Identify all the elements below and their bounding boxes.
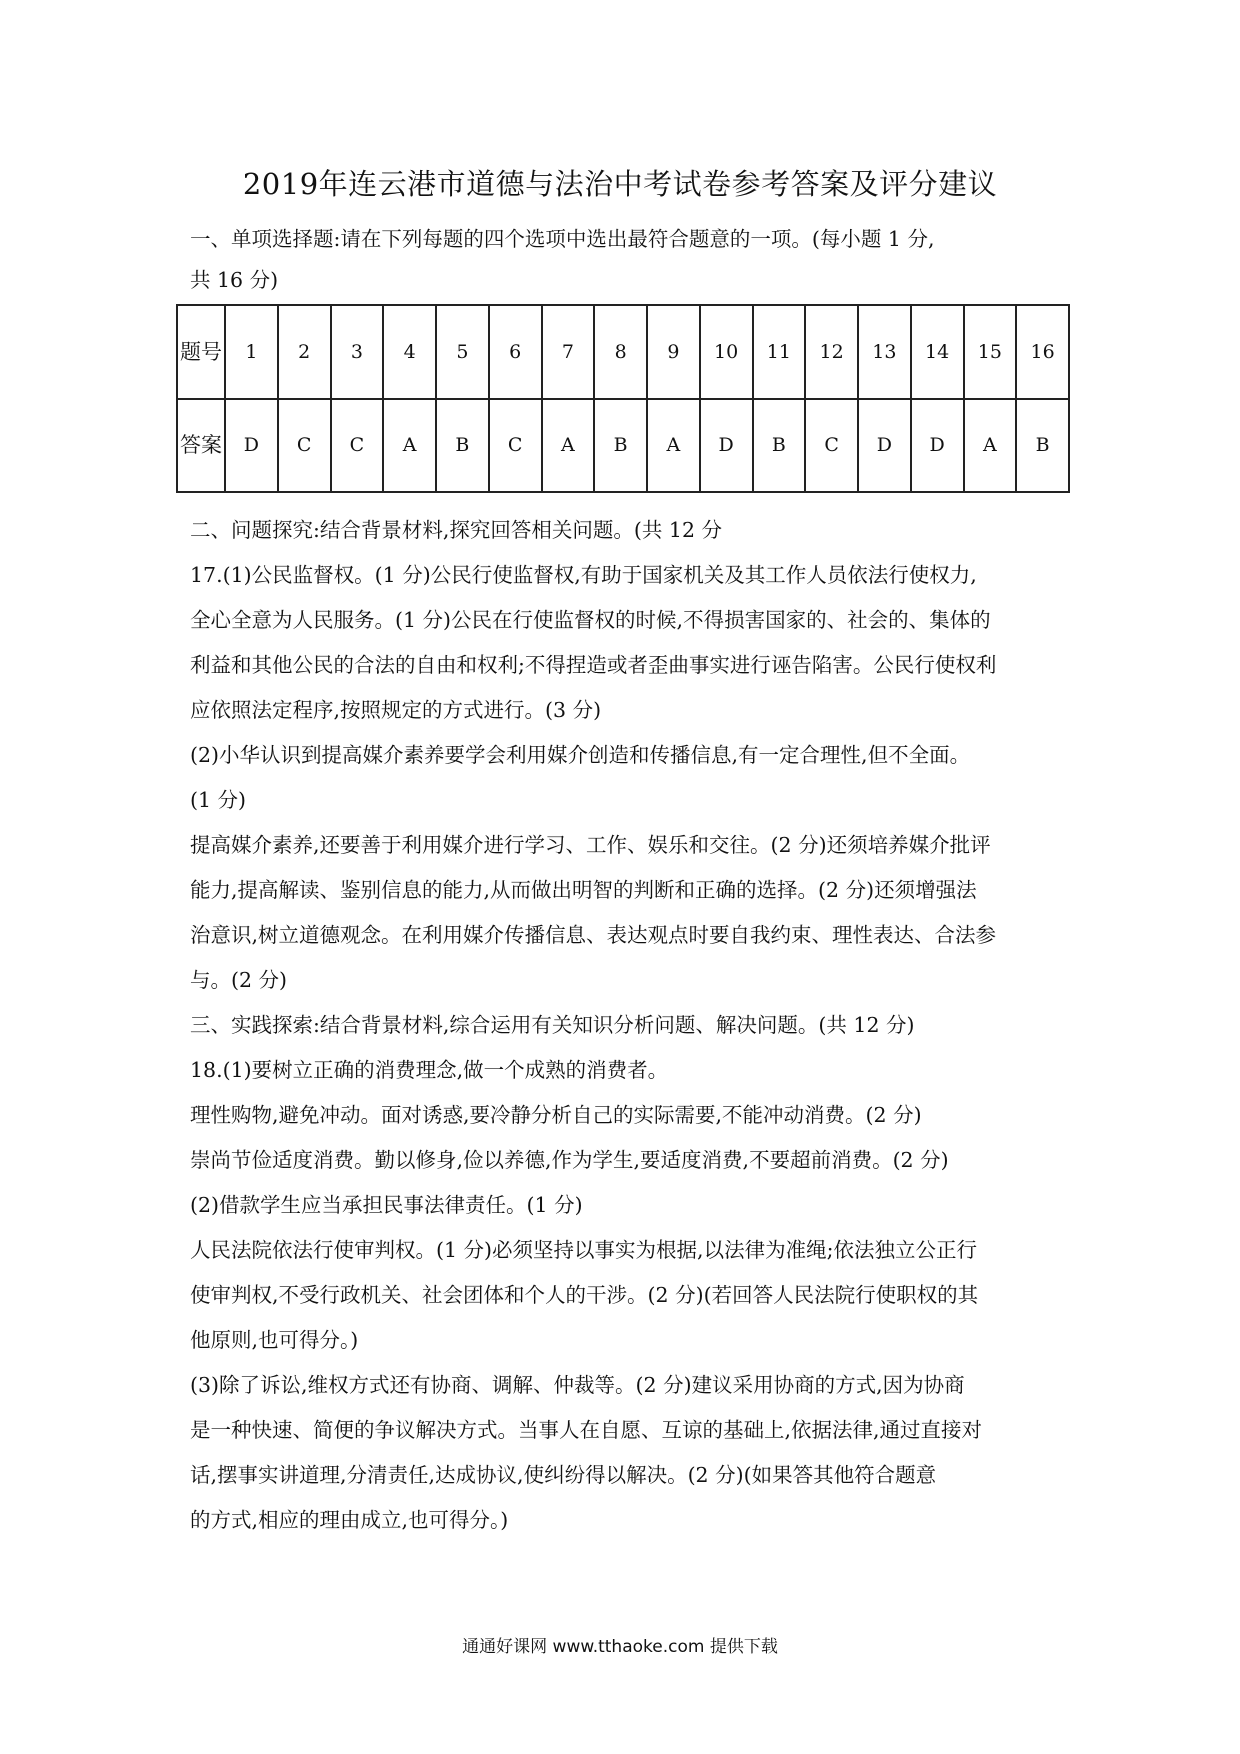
question-number-cell: 7 [542,305,595,399]
answer-line: 全心全意为人民服务。(1 分)公民在行使监督权的时候,不得损害国家的、社会的、集体的 [190,608,991,632]
answer-cell: D [911,399,964,493]
answer-line: 能力,提高解读、鉴别信息的能力,从而做出明智的判断和正确的选择。(2 分)还须增强法 [190,878,977,902]
question-number-cell: 6 [489,305,542,399]
answer-cell: C [278,399,331,493]
answer-line: 17.(1)公民监督权。(1 分)公民行使监督权,有助于国家机关及其工作人员依法行使权力, [190,563,977,587]
answer-cell: B [436,399,489,493]
answer-line: 话,摆事实讲道理,分清责任,达成协议,使纠纷得以解决。(2 分)(如果答其他符合题意 [190,1463,937,1487]
question-number-header: 题号 [177,305,225,399]
answer-cell: D [225,399,278,493]
question-number-cell: 15 [964,305,1017,399]
answer-line: 利益和其他公民的合法的自由和权利;不得捏造或者歪曲事实进行诬告陷害。公民行使权利 [190,653,997,677]
question-number-cell: 8 [594,305,647,399]
answer-cell: B [753,399,806,493]
question-number-cell: 5 [436,305,489,399]
answer-line: (2)借款学生应当承担民事法律责任。(1 分) [190,1193,583,1217]
section1-heading-line1: 一、单项选择题:请在下列每题的四个选项中选出最符合题意的一项。(每小题 1 分, [190,227,935,251]
page-title: 2019年连云港市道德与法治中考试卷参考答案及评分建议 [242,167,998,201]
answer-cell: B [594,399,647,493]
section3-heading: 三、实践探索:结合背景材料,综合运用有关知识分析问题、解决问题。(共 12 分) [190,1013,915,1037]
answer-line: 人民法院依法行使审判权。(1 分)必须坚持以事实为根据,以法律为准绳;依法独立公正行 [190,1238,977,1262]
question-number-cell: 3 [331,305,384,399]
question-number-cell: 4 [383,305,436,399]
answer-row [177,399,1069,493]
answer-cell: D [858,399,911,493]
question-number-cell: 10 [700,305,753,399]
section1-heading-line2: 共 16 分) [190,268,279,292]
answer-table [176,304,1070,493]
answer-line: 使审判权,不受行政机关、社会团体和个人的干涉。(2 分)(若回答人民法院行使职权的其 [190,1283,979,1307]
answer-cell: A [964,399,1017,493]
question-number-cell: 13 [858,305,911,399]
question-number-cell: 12 [805,305,858,399]
answer-cell: A [647,399,700,493]
answer-header: 答案 [177,399,225,493]
answer-cell: B [1016,399,1069,493]
answer-line: (1 分) [190,788,247,812]
answer-cell: C [489,399,542,493]
answer-line: 18.(1)要树立正确的消费理念,做一个成熟的消费者。 [190,1058,669,1082]
question-number-row [177,305,1069,399]
answer-line: 他原则,也可得分。) [190,1328,359,1352]
answer-line: (3)除了诉讼,维权方式还有协商、调解、仲裁等。(2 分)建议采用协商的方式,因为协商 [190,1373,965,1397]
section2-heading: 二、问题探究:结合背景材料,探究回答相关问题。(共 12 分 [190,518,723,542]
answer-line: 崇尚节俭适度消费。勤以修身,俭以养德,作为学生,要适度消费,不要超前消费。(2 分) [190,1148,949,1172]
answer-cell: A [383,399,436,493]
answer-line: 应依照法定程序,按照规定的方式进行。(3 分) [190,698,602,722]
question-number-cell: 11 [753,305,806,399]
question-number-cell: 16 [1016,305,1069,399]
answer-line: 的方式,相应的理由成立,也可得分。) [190,1508,509,1532]
answer-cell: A [542,399,595,493]
question-number-cell: 9 [647,305,700,399]
question-number-cell: 14 [911,305,964,399]
answer-cell: C [331,399,384,493]
answer-line: 与。(2 分) [190,968,288,992]
answer-line: 是一种快速、简便的争议解决方式。当事人在自愿、互谅的基础上,依据法律,通过直接对 [190,1418,983,1442]
answer-cell: D [700,399,753,493]
answer-line: 提高媒介素养,还要善于利用媒介进行学习、工作、娱乐和交往。(2 分)还须培养媒介批评 [190,833,991,857]
answer-line: (2)小华认识到提高媒介素养要学会利用媒介创造和传播信息,有一定合理性,但不全面。 [190,743,971,767]
answer-line: 理性购物,避免冲动。面对诱惑,要冷静分析自己的实际需要,不能冲动消费。(2 分) [190,1103,922,1127]
footer-watermark: 通通好课网 www.tthaoke.com 提供下载 [462,1637,778,1657]
question-number-cell: 1 [225,305,278,399]
answer-cell: C [805,399,858,493]
answer-line: 治意识,树立道德观念。在利用媒介传播信息、表达观点时要自我约束、理性表达、合法参 [190,923,997,947]
question-number-cell: 2 [278,305,331,399]
